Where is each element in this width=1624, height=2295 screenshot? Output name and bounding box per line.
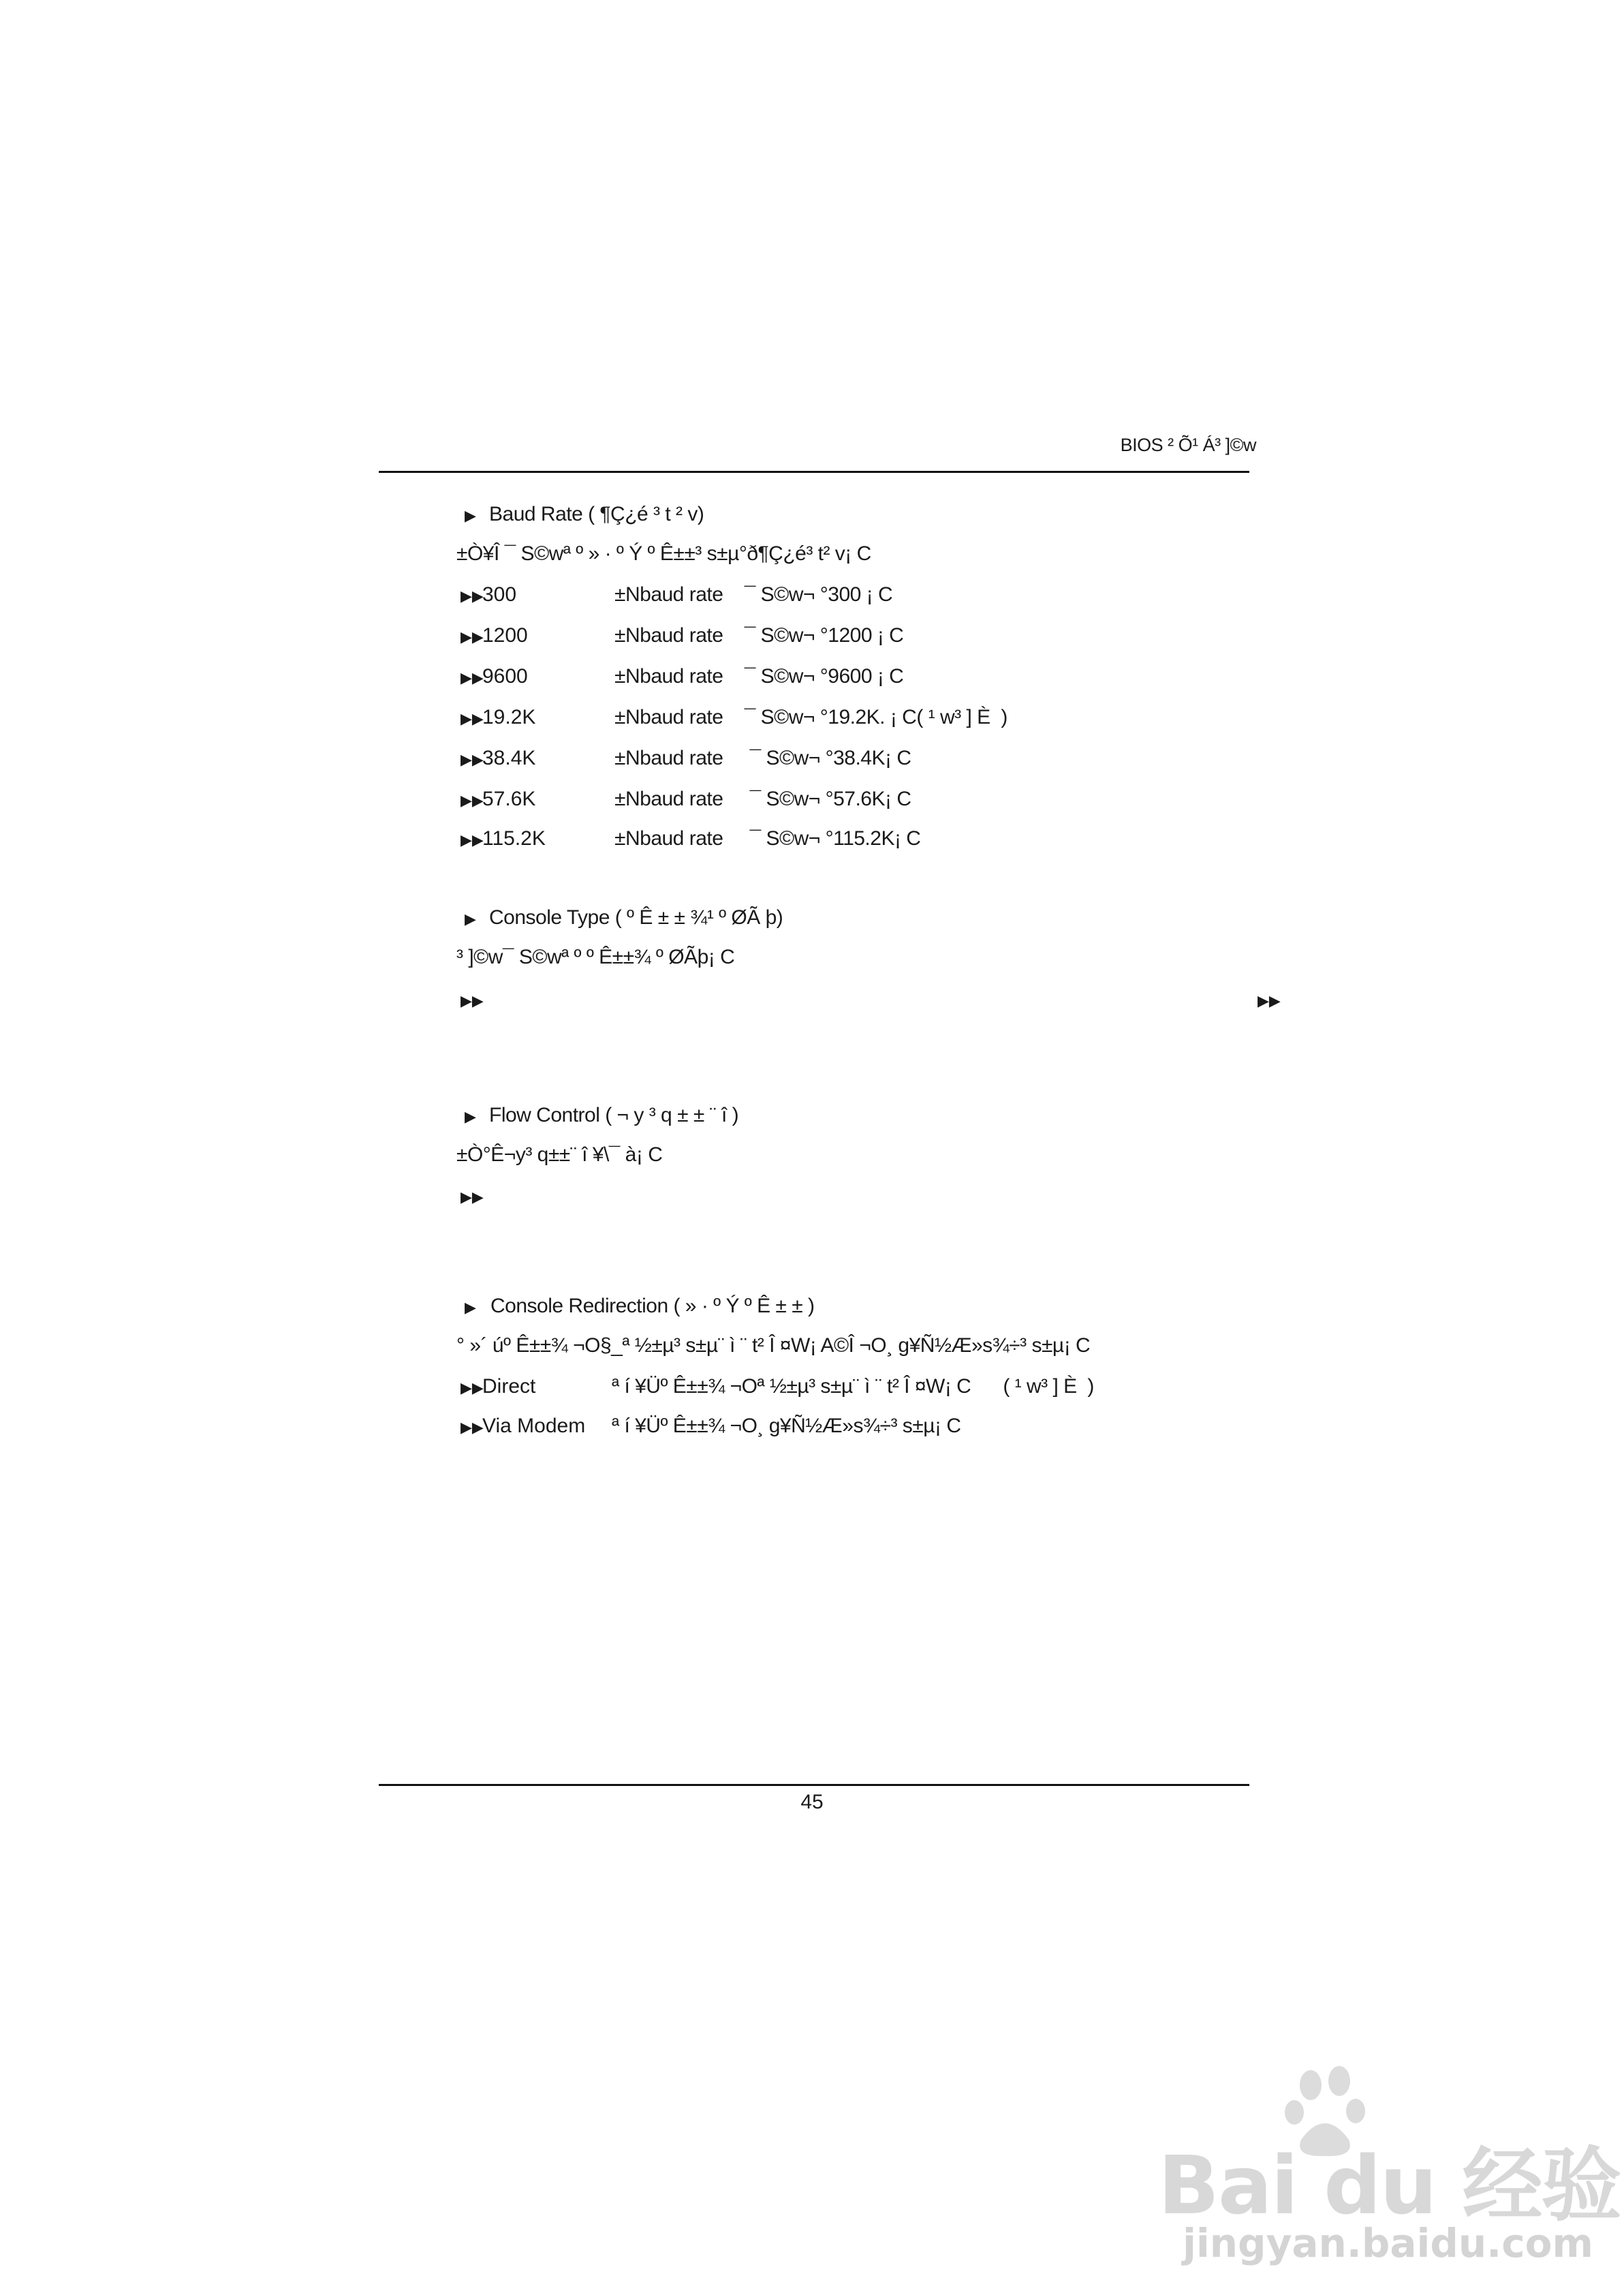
section-description-baud-rate: ±Ò¥Î ¯ S©wª º » · º Ý º Ê±±³ s±µ°ð¶Ç¿é³ t² v¡ C [456, 542, 871, 565]
double-arrow-icon: ▶▶ [460, 751, 484, 768]
double-arrow-icon: ▶▶ [460, 587, 484, 604]
double-arrow-icon: ▶▶ [460, 628, 484, 645]
option-name: 1200 [482, 624, 528, 647]
option-description: ±Nbaud rate ¯ S©w¬ °57.6K¡ C [614, 788, 911, 810]
option-name: 115.2K [482, 827, 546, 850]
triangle-bullet-icon: ▶ [465, 1108, 476, 1125]
option-description: ±Nbaud rate ¯ S©w¬ °19.2K. ¡ C( ¹ w³ ] È ) [614, 706, 1008, 728]
triangle-bullet-icon: ▶ [465, 910, 476, 927]
double-arrow-icon: ▶▶ [460, 1188, 484, 1205]
option-description: ±Nbaud rate ¯ S©w¬ °1200 ¡ C [614, 624, 904, 647]
section-description-flow-control: ±Ò°Ê¬y³ q±±¨ î ¥\¯ à¡ C [456, 1143, 663, 1166]
section-description-console-redirection: ° »´ úº Ê±±¾ ¬O§_ª ½±µ³ s±µ¨ ì ¨ t² Î ¤W¡ A©Î ¬O¸ g¥Ñ½Æ»s¾÷³ s±µ¡ C [456, 1334, 1091, 1357]
option-description: ±Nbaud rate ¯ S©w¬ °300 ¡ C [614, 583, 893, 606]
header-rule [379, 471, 1249, 473]
option-description: ±Nbaud rate ¯ S©w¬ °9600 ¡ C [614, 665, 904, 688]
option-name: Direct [482, 1375, 536, 1398]
section-heading-console-redirection: Console Redirection ( » · º Ý º Ê ± ± ) [490, 1295, 815, 1317]
double-arrow-icon: ▶▶ [460, 992, 484, 1009]
watermark-brand: Bai du 经验 [1158, 2138, 1621, 2232]
section-heading-flow-control: Flow Control ( ¬ y ³ q ± ± ¨ î ) [489, 1104, 739, 1126]
double-arrow-icon: ▶▶ [1258, 992, 1281, 1009]
page-number: 45 [800, 1791, 824, 1813]
option-name: 57.6K [482, 788, 536, 810]
option-description: ±Nbaud rate ¯ S©w¬ °115.2K¡ C [614, 827, 921, 850]
double-arrow-icon: ▶▶ [460, 1379, 484, 1396]
double-arrow-icon: ▶▶ [460, 710, 484, 727]
watermark-url: jingyan.baidu.com [1183, 2220, 1593, 2266]
section-heading-console-type: Console Type ( º Ê ± ± ¾¹ º ØÃ þ) [489, 906, 783, 929]
option-name: 19.2K [482, 706, 536, 728]
running-header: BIOS ² Õ¹ Á³ ]©w [1120, 435, 1256, 455]
option-description: ª í ¥Üº Ê±±¾ ¬Oª ½±µ³ s±µ¨ ì ¨ t² Î ¤W¡ C ( ¹ w³ ] È ) [612, 1375, 1094, 1398]
double-arrow-icon: ▶▶ [460, 792, 484, 809]
triangle-bullet-icon: ▶ [465, 1299, 476, 1316]
section-heading-baud-rate: Baud Rate ( ¶Ç¿é ³ t ² v) [489, 503, 704, 525]
option-name: 300 [482, 583, 517, 606]
triangle-bullet-icon: ▶ [465, 507, 476, 524]
double-arrow-icon: ▶▶ [460, 669, 484, 686]
double-arrow-icon: ▶▶ [460, 1419, 484, 1436]
double-arrow-icon: ▶▶ [460, 831, 484, 848]
option-description: ±Nbaud rate ¯ S©w¬ °38.4K¡ C [614, 747, 911, 769]
option-name: Via Modem [482, 1415, 586, 1437]
option-description: ª í ¥Üº Ê±±¾ ¬O¸ g¥Ñ½Æ»s¾÷³ s±µ¡ C [612, 1415, 961, 1437]
section-description-console-type: ³ ]©w¯ S©wª º º Ê±±¾ º ØÃþ¡ C [456, 946, 735, 968]
footer-rule [379, 1784, 1249, 1786]
option-name: 9600 [482, 665, 528, 688]
option-name: 38.4K [482, 747, 536, 769]
